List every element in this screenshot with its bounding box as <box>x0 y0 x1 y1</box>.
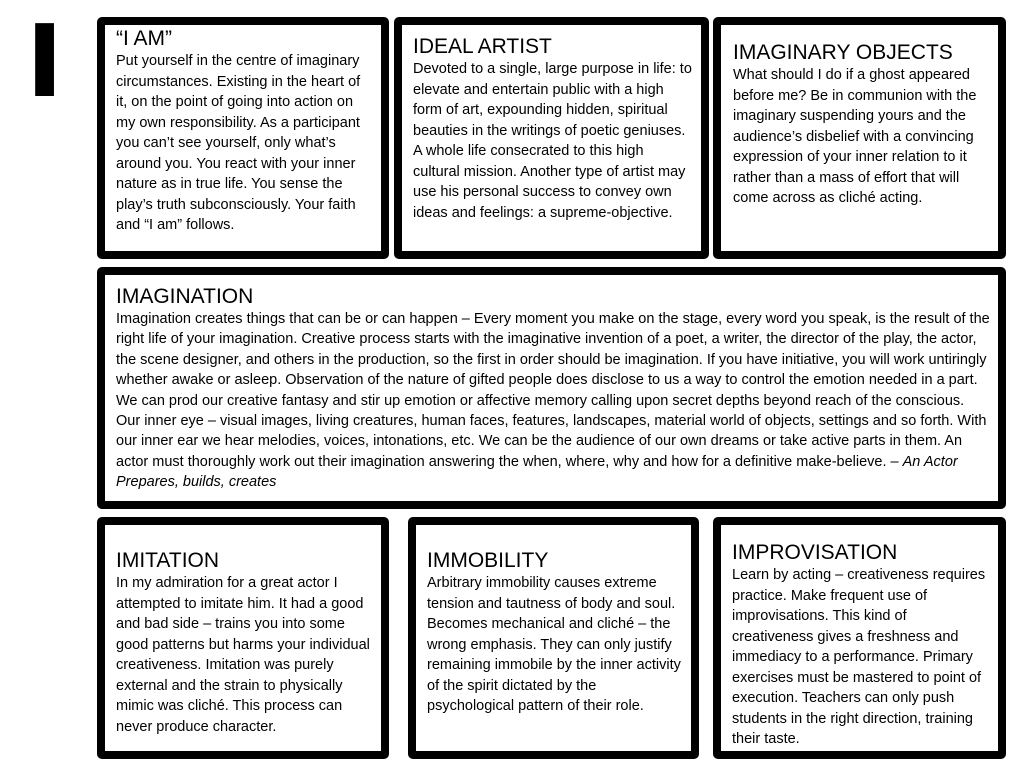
imitation-title: IMITATION <box>116 549 220 572</box>
imaginary-objects-card <box>713 17 1006 259</box>
imitation-card <box>97 517 389 759</box>
ideal-artist-title: IDEAL ARTIST <box>413 35 552 58</box>
improvisation-title: IMPROVISATION <box>732 541 898 564</box>
imagination-card <box>97 267 1006 509</box>
imitation-text: In my admiration for a great actor I attempted to imitate him. It had a good and bad side – trains you into some good patterns but harms your individual creativeness. Imitation was purely external and the strain to physically mimic was cliché. This process can never produce character. <box>116 575 370 735</box>
immobility-text: Arbitrary immobility causes extreme tension and tautness of body and soul. Becomes mechanical and cliché – the wrong emphasis. They can only justify remaining immobile by the inner activity of the spirit dictated by the psychological pattern of their role. <box>427 575 681 714</box>
section-letter: I <box>26 3 64 120</box>
imagination-text-block <box>116 309 990 493</box>
i-am-title: “I AM” <box>116 27 172 50</box>
immobility-card <box>408 517 699 759</box>
imaginary-objects-title: IMAGINARY OBJECTS <box>733 41 953 64</box>
imaginary-objects-text: What should I do if a ghost appeared before me? Be in communion with the imaginary suspending yours and the audience’s disbelief with a convincing expression of your inner relation to it rather than a mass of effort that will come across as cliché acting. <box>733 67 977 206</box>
immobility-title: IMMOBILITY <box>427 549 549 572</box>
imagination-citation: An Actor Prepares, builds, creates <box>116 453 958 491</box>
improvisation-card <box>713 517 1006 759</box>
ideal-artist-card <box>394 17 709 259</box>
i-am-text: Put yourself in the centre of imaginary circumstances. Existing in the heart of it, on the point of going into action on my own responsibility. As a participant you can’t see yourself, only what’s around you. You react with your inner nature as in true life. You sense the play’s truth subconsciously. Your faith and “I am” follows. <box>116 53 361 233</box>
imagination-title: IMAGINATION <box>116 285 254 308</box>
imagination-text: Imagination creates things that can be or can happen – Every moment you make on the stage, every word you speak, is the result of the right life of your imagination. Creative process starts with the imaginative invention of a poet, a writer, the director of the play, the actor, the scene designer, and others in the production, so the first in order should be imagination. If you have initiative, you will work untiringly whether awake or asleep. Observation of the nature of gifted people does disclose to us a way to control the emotion needed in a part. We can prod our creative fantasy and stir up emotion or affective memory calling upon secret depths beyond reach of the conscious. Our inner eye – visual images, living creatures, human faces, features, landscapes, material world of objects, settings and so forth. With our inner ear we hear melodies, voices, intonations, etc. We can be the audience of our own dreams or take active parts in them. An actor must thoroughly work out their imagination answering the when, where, why and how for a definitive make-believe. – <box>116 311 990 470</box>
improvisation-text: Learn by acting – creativeness requires practice. Make frequent use of improvisations. This kind of creativeness gives a freshness and immediacy to a performance. Primary exercises must be mastered to point of execution. Teachers can only push students in the right direction, training their taste. <box>732 567 986 747</box>
i-am-card <box>97 17 389 259</box>
ideal-artist-text: Devoted to a single, large purpose in life: to elevate and entertain public with a high form of art, expounding hidden, spiritual beauties in the writings of poetic geniuses. A whole life consecrated to this high cultural mission. Another type of artist may use his personal success to convey own ideas and feelings: a supreme-objective. <box>413 61 692 221</box>
